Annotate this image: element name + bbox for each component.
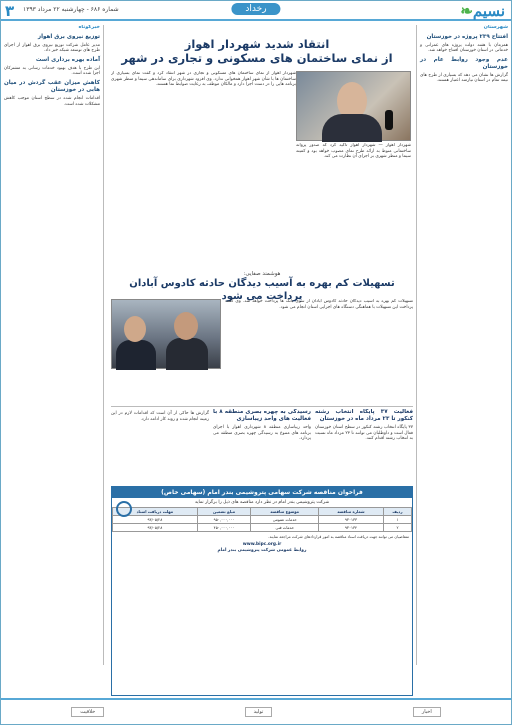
main-subhead: از نمای ساختمان های مسکونی و تجاری در شهر [121, 51, 393, 65]
right-column [416, 25, 508, 665]
newspaper-logo: نسیم❧ [460, 2, 505, 20]
news-text: همزمان با هفته دولت پروژه های عمرانی و خدماتی در استان خوزستان افتتاح خواهد شد. [420, 42, 508, 54]
officials-photo [111, 299, 221, 369]
ad-notes: متقاضیان می توانند جهت دریافت اسناد مناقصه به امور قراردادهای شرکت مراجعه نمایند. [268, 534, 409, 539]
table-cell: ۱ [383, 516, 411, 524]
news-text: گزارش ها نشان می دهد که بسیاری از طرح های نیمه تمام در استان نیازمند اعتبار هستند. [420, 72, 508, 84]
footer-label: تولید [245, 707, 273, 717]
ad-website-link[interactable]: www.bipc.org.ir [242, 542, 282, 547]
news-headline: آماده بهره برداری است [35, 56, 100, 63]
news-text: ۳۷ پایگاه انتخاب رشته کنکور در سطح استان خوزستان فعال است و داوطلبان می توانند تا ۲۳ مرداد ماه نسبت به انتخاب رشته اقدام کنند. [315, 425, 413, 442]
table-cell: ۹۳۰۱۳۳ [319, 516, 384, 524]
secondary-kicker: هوشمند صفایی: [243, 271, 281, 277]
table-cell: ۴۵۰,۰۰۰,۰۰۰ [197, 524, 251, 532]
news-item [213, 409, 311, 481]
table-cell: ۹۵۰,۰۰۰,۰۰۰ [197, 516, 251, 524]
secondary-article-text: تسهیلات کم بهره به آسیب دیدگان حادثه کادوس آبادان از سوی بانک ها پرداخت خواهد شد. وی گفت پرداخت این تسهیلات با هماهنگی دستگاه های اجرایی استان انجام می شود. [225, 299, 413, 310]
mayor-photo [296, 71, 411, 141]
main-headline: انتقاد شدید شهردار اهواز [184, 37, 330, 51]
table-row [113, 516, 412, 524]
section-title: رخداد [231, 3, 280, 15]
ad-title: فراخوان مناقصه شرکت سهامی پتروشیمی بندر امام (سهامی خاص) [112, 487, 412, 498]
table-cell: ۹۳/۰۵/۲۸ [113, 516, 198, 524]
main-headline-block [111, 37, 403, 66]
table-cell: خدمات عمومی [251, 516, 319, 524]
news-headline: عدم وجود روابط عام در خوزستان [420, 56, 508, 70]
news-text: مدیر عامل شرکت توزیع نیروی برق اهواز از اجرای طرح های توسعه شبکه خبر داد. [4, 42, 100, 54]
issue-line: شماره ۶۸۶ - چهارشنبه ۲۲ مرداد ۱۳۹۳ [23, 6, 119, 13]
table-cell: ۹۳/۰۵/۲۸ [113, 524, 198, 532]
news-headline: توزیع نیروی برق اهواز [37, 33, 100, 40]
news-headline: کاهش میزان عقب گردش در میان هابی در خوزستان [4, 79, 100, 93]
table-header-cell: ردیف [383, 508, 411, 516]
petrochemical-logo-icon [116, 501, 132, 517]
table-header-cell: مهلت دریافت اسناد [113, 508, 198, 516]
table-header-cell: مبلغ تضمین [197, 508, 251, 516]
news-text: گزارش ها حاکی از آن است که اقدامات لازم در این زمینه انجام شده و روند کار ادامه دارد. [111, 411, 209, 422]
secondary-headline: تسهیلات کم بهره به آسیب دیدگان حادثه کادوس آبادان پرداخت می شود [129, 278, 395, 302]
news-item [315, 409, 413, 481]
footer-label: اخبار [413, 707, 441, 717]
table-cell: خدمات فنی [251, 524, 319, 532]
news-headline: فعالیت ۳۷ پایگاه انتخاب رشته کنکور تا ۲۳ مرداد ماه در خوزستان [315, 409, 413, 422]
news-text: این طرح با هدف بهبود خدمات رسانی به مشترکان اجرا شده است. [4, 65, 100, 77]
news-text: اقدامات انجام شده در سطح استان موجب کاهش مشکلات شده است. [4, 95, 100, 107]
news-headline: افتتاح ۲۳۹ پروژه در خوزستان [426, 33, 508, 40]
ad-subtitle: شرکت پتروشیمی بندر امام در نظر دارد مناقصه های ذیل را برگزار نماید [194, 500, 330, 505]
leaf-icon: ❧ [460, 2, 473, 20]
page-footer [1, 698, 511, 724]
page-header [1, 1, 511, 21]
page-number: ۳ [5, 2, 15, 20]
ad-footer-label: روابط عمومی شرکت پتروشیمی بندر امام [217, 548, 307, 553]
left-column [4, 25, 104, 665]
news-headline: رسیدگی به چهره بصری منطقه ۸ با فعالیت های واحد زیباسازی [213, 409, 311, 422]
table-cell: ۲ [383, 524, 411, 532]
mid-news-band [111, 406, 413, 481]
table-cell: ۹۳۰۱۳۴ [319, 524, 384, 532]
column-tag: خبرکوتاه [78, 25, 100, 30]
table-row [113, 524, 412, 532]
microphone-icon [385, 110, 393, 130]
column-tag: شهرستان [483, 25, 508, 30]
table-header-cell: شماره مناقصه [319, 508, 384, 516]
news-item [111, 409, 209, 481]
table-header-cell: موضوع مناقصه [251, 508, 319, 516]
main-article-text: شهردار اهواز از نمای ساختمان های مسکونی و تجاری در شهر انتقاد کرد و گفت نمای بسیاری از ساختمان ها با شأن شهر اهواز همخوانی ندارد. وی افزود شهرداری برای ساماندهی سیما و منظر شهری برنامه هایی را در دست اجرا دارد و مالکان موظف به رعایت ضوابط نما هستند. [111, 71, 296, 88]
tender-advertisement [111, 486, 413, 696]
tender-table [112, 507, 412, 532]
footer-label: خلاقیت [71, 707, 104, 717]
photo-caption-text: شهردار اهواز — شهردار اهواز تاکید کرد که صدور پروانه ساختمانی منوط به ارائه طرح نمای مصوب خواهد بود و کمیته سیما و منظر شهری بر اجرای آن نظارت می کند. [296, 143, 411, 160]
news-text: واحد زیباسازی منطقه ۸ شهرداری اهواز با اجرای برنامه های متنوع به رسیدگی چهره بصری منطقه می پردازد. [213, 425, 311, 442]
